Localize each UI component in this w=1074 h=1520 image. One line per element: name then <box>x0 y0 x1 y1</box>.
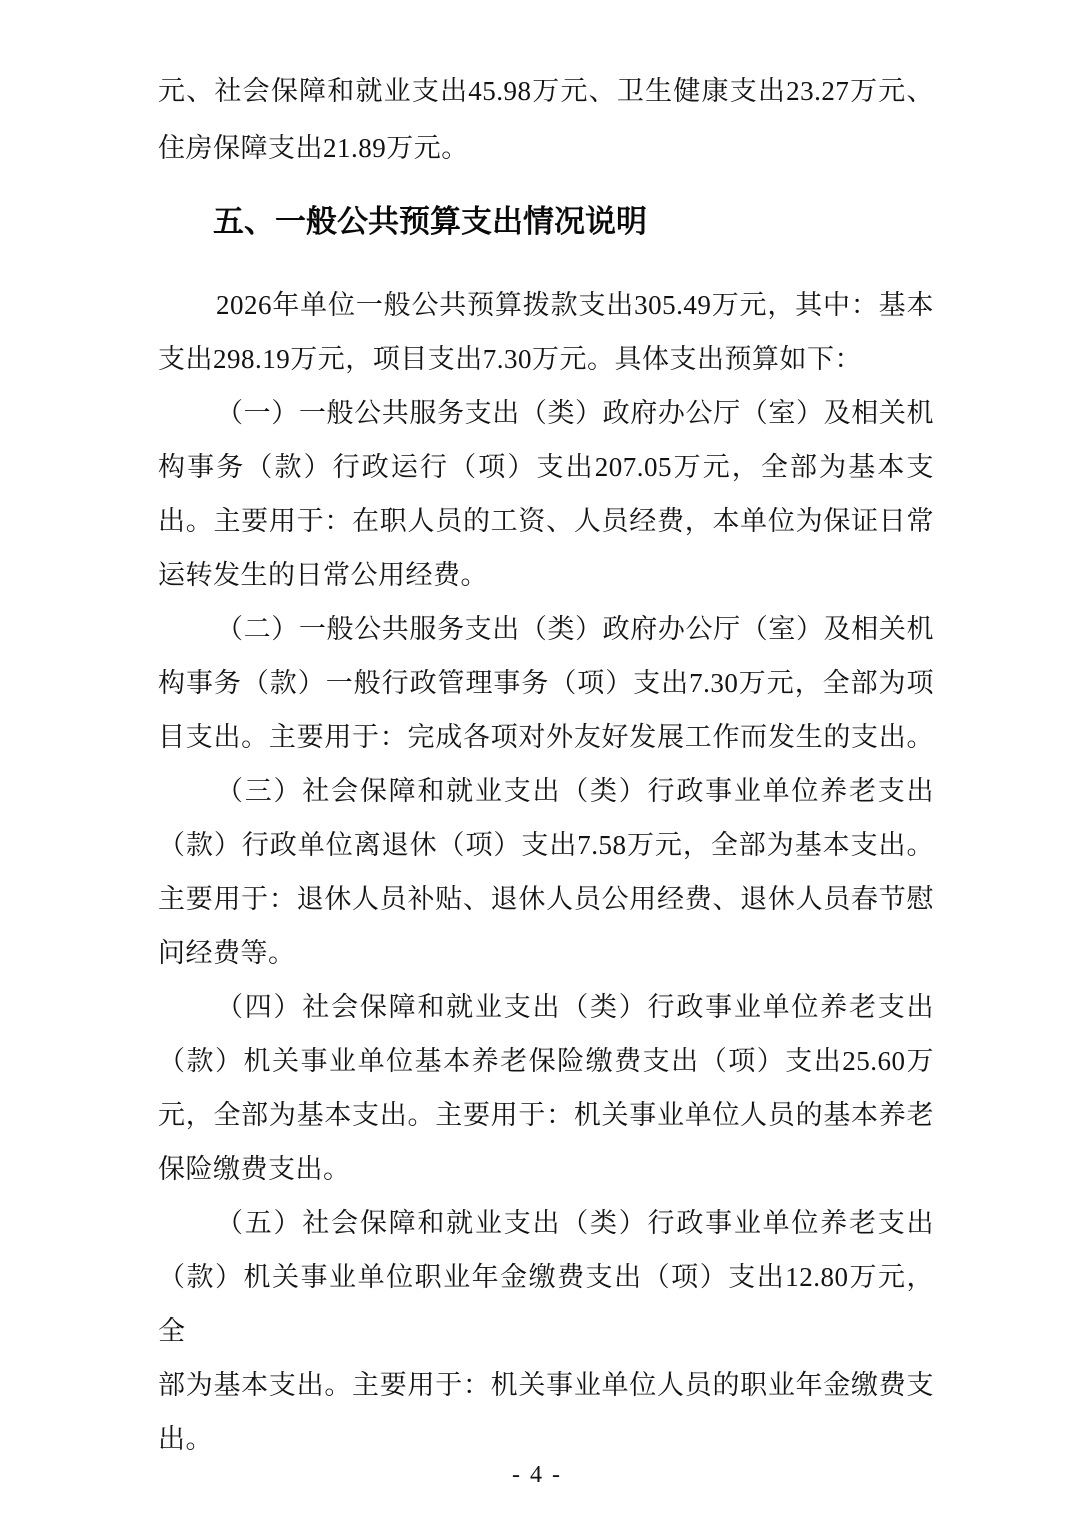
section-body <box>158 278 934 1466</box>
page-content <box>158 63 934 1466</box>
body-line: 出。 <box>158 1424 213 1454</box>
body-line: 住房保障支出21.89万元。 <box>158 133 469 163</box>
body-line: （款）行政单位离退休（项）支出7.58万元，全部为基本支出。 <box>158 830 934 860</box>
body-line: 主要用于：退休人员补贴、退休人员公用经费、退休人员春节慰 <box>158 884 934 914</box>
body-line: 元、社会保障和就业支出45.98万元、卫生健康支出23.27万元、 <box>158 76 934 106</box>
body-line: 元，全部为基本支出。主要用于：机关事业单位人员的基本养老 <box>158 1100 934 1130</box>
paragraph-item-4 <box>158 980 934 1196</box>
page-number: - 4 - <box>512 1462 562 1488</box>
paragraph-item-1 <box>158 386 934 602</box>
body-line: 保险缴费支出。 <box>158 1154 351 1184</box>
body-line: （二）一般公共服务支出（类）政府办公厅（室）及相关机 <box>216 614 934 644</box>
body-line: 构事务（款）一般行政管理事务（项）支出7.30万元，全部为项 <box>158 668 934 698</box>
paragraph-item-5 <box>158 1196 934 1466</box>
intro-paragraph-continuation <box>158 63 934 177</box>
body-line: 支出298.19万元，项目支出7.30万元。具体支出预算如下： <box>158 344 862 374</box>
body-line: 2026年单位一般公共预算拨款支出305.49万元，其中：基本 <box>216 290 934 320</box>
body-line: （款）机关事业单位职业年金缴费支出（项）支出12.80万元，全 <box>158 1262 934 1346</box>
body-line: 问经费等。 <box>158 938 296 968</box>
body-line: （三）社会保障和就业支出（类）行政事业单位养老支出 <box>216 776 934 806</box>
body-line: 构事务（款）行政运行（项）支出207.05万元，全部为基本支 <box>158 452 934 482</box>
body-line: （一）一般公共服务支出（类）政府办公厅（室）及相关机 <box>216 398 934 428</box>
paragraph-overview <box>158 278 934 386</box>
paragraph-item-3 <box>158 764 934 980</box>
body-line: 部为基本支出。主要用于：机关事业单位人员的职业年金缴费支 <box>158 1370 934 1400</box>
body-line: 运转发生的日常公用经费。 <box>158 560 488 590</box>
body-line: 出。主要用于：在职人员的工资、人员经费，本单位为保证日常 <box>158 506 934 536</box>
body-line: （四）社会保障和就业支出（类）行政事业单位养老支出 <box>216 992 934 1022</box>
body-line: （款）机关事业单位基本养老保险缴费支出（项）支出25.60万 <box>158 1046 934 1076</box>
body-line: （五）社会保障和就业支出（类）行政事业单位养老支出 <box>216 1208 934 1238</box>
body-line: 目支出。主要用于：完成各项对外友好发展工作而发生的支出。 <box>158 722 934 752</box>
section-heading: 五、一般公共预算支出情况说明 <box>213 204 647 239</box>
paragraph-item-2 <box>158 602 934 764</box>
